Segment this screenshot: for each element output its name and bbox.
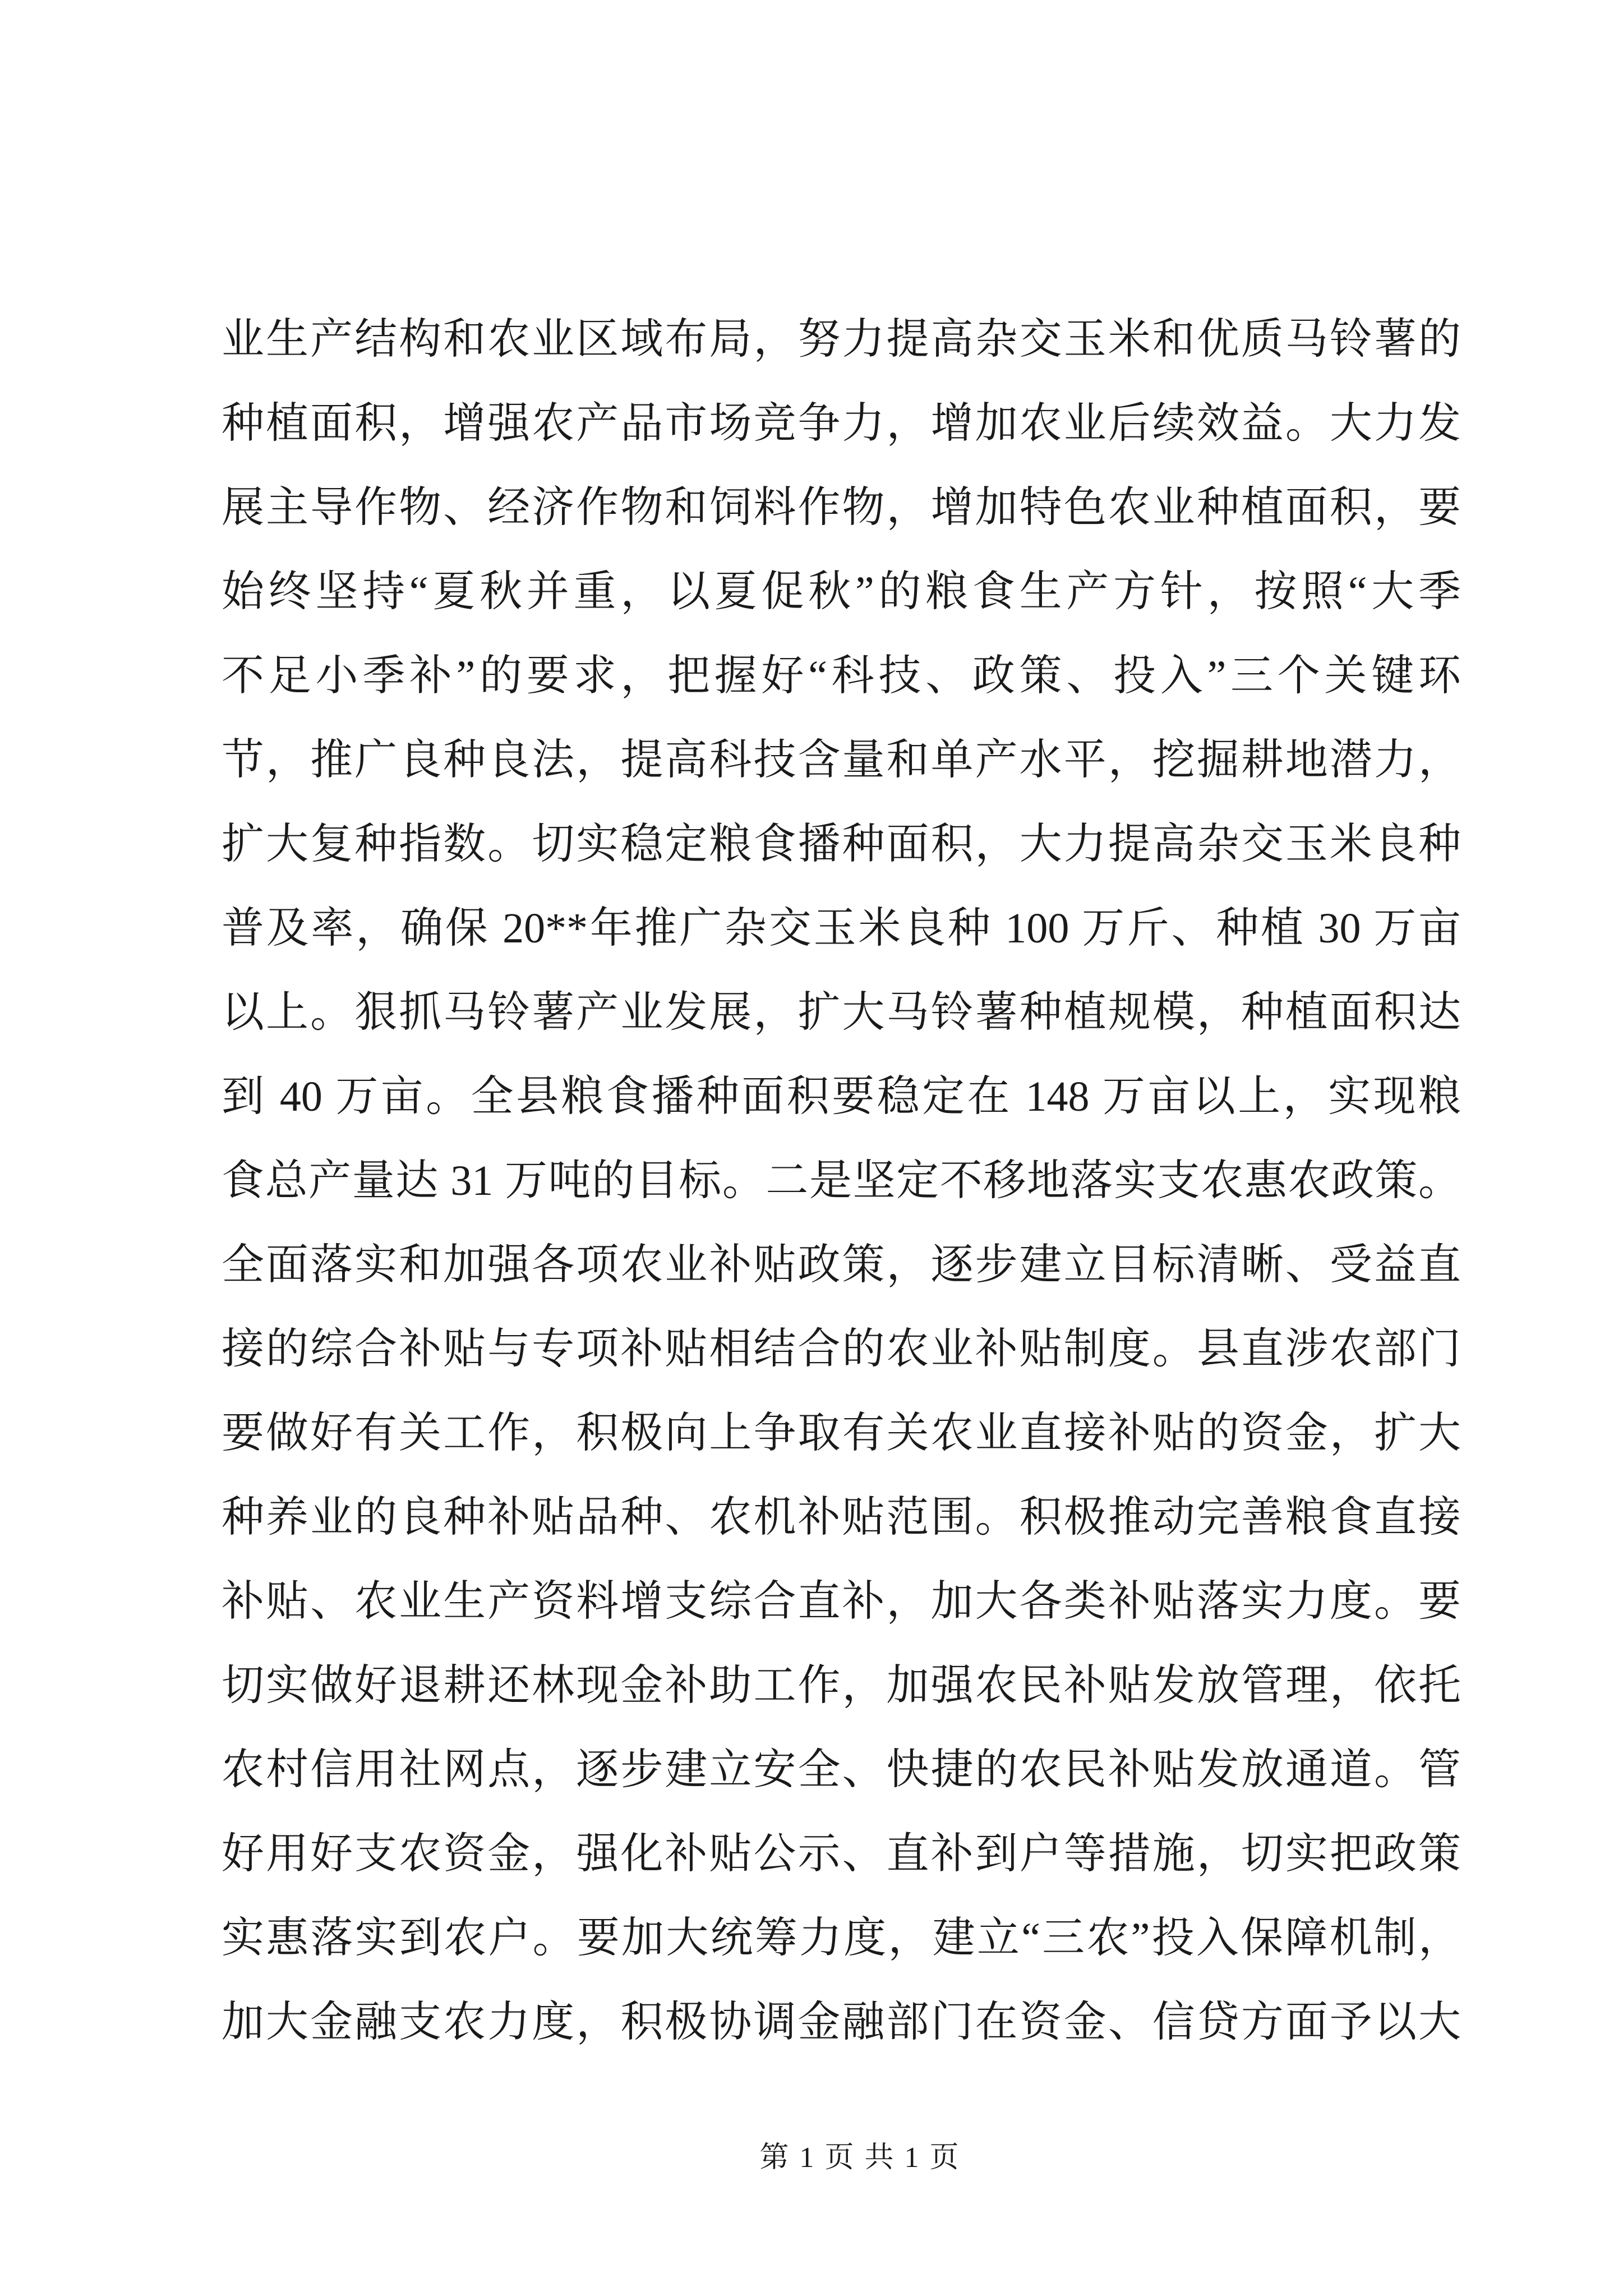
body-text-line: 到 40 万亩。全县粮食播种面积要稳定在 148 万亩以上，实现粮 bbox=[222, 1073, 1461, 1120]
body-text-line: 农村信用社网点，逐步建立安全、快捷的农民补贴发放通道。管 bbox=[222, 1746, 1461, 1793]
page-number-text: 第 1 页 共 1 页 bbox=[759, 2142, 959, 2174]
body-text-line: 扩大复种指数。切实稳定粮食播种面积，大力提高杂交玉米良种 bbox=[222, 821, 1461, 868]
body-text-line: 好用好支农资金，强化补贴公示、直补到户等措施，切实把政策 bbox=[222, 1830, 1461, 1878]
body-text-line: 补贴、农业生产资料增支综合直补，加大各类补贴落实力度。要 bbox=[222, 1578, 1461, 1625]
body-text-line: 实惠落实到农户。要加大统筹力度，建立“三农”投入保障机制， bbox=[222, 1915, 1461, 1962]
body-text bbox=[222, 297, 1461, 2064]
body-text-line: 切实做好退耕还林现金补助工作，加强农民补贴发放管理，依托 bbox=[222, 1662, 1461, 1709]
body-text-line: 要做好有关工作，积极向上争取有关农业直接补贴的资金，扩大 bbox=[222, 1410, 1461, 1457]
body-text-line: 普及率，确保 20**年推广杂交玉米良种 100 万斤、种植 30 万亩 bbox=[222, 905, 1461, 952]
body-text-line: 始终坚持“夏秋并重，以夏促秋”的粮食生产方针，按照“大季 bbox=[222, 568, 1461, 615]
body-text-line: 种养业的良种补贴品种、农机补贴范围。积极推动完善粮食直接 bbox=[222, 1494, 1461, 1541]
body-text-line: 加大金融支农力度，积极协调金融部门在资金、信贷方面予以大 bbox=[222, 1999, 1461, 2046]
body-text-line: 展主导作物、经济作物和饲料作物，增加特色农业种植面积，要 bbox=[222, 484, 1461, 531]
body-text-line: 以上。狠抓马铃薯产业发展，扩大马铃薯种植规模，种植面积达 bbox=[222, 989, 1461, 1036]
body-text-line: 业生产结构和农业区域布局，努力提高杂交玉米和优质马铃薯的 bbox=[222, 316, 1461, 363]
body-text-line: 节，推广良种良法，提高科技含量和单产水平，挖掘耕地潜力， bbox=[222, 737, 1461, 784]
body-text-line: 不足小季补”的要求，把握好“科技、政策、投入”三个关键环 bbox=[222, 652, 1461, 700]
body-text-line: 食总产量达 31 万吨的目标。二是坚定不移地落实支农惠农政策。 bbox=[222, 1157, 1461, 1204]
page-footer bbox=[691, 2138, 1027, 2178]
body-text-line: 接的综合补贴与专项补贴相结合的农业补贴制度。县直涉农部门 bbox=[222, 1326, 1461, 1373]
body-text-line: 全面落实和加强各项农业补贴政策，逐步建立目标清晰、受益直 bbox=[222, 1241, 1461, 1289]
body-text-line: 种植面积，增强农产品市场竞争力，增加农业后续效益。大力发 bbox=[222, 400, 1461, 447]
